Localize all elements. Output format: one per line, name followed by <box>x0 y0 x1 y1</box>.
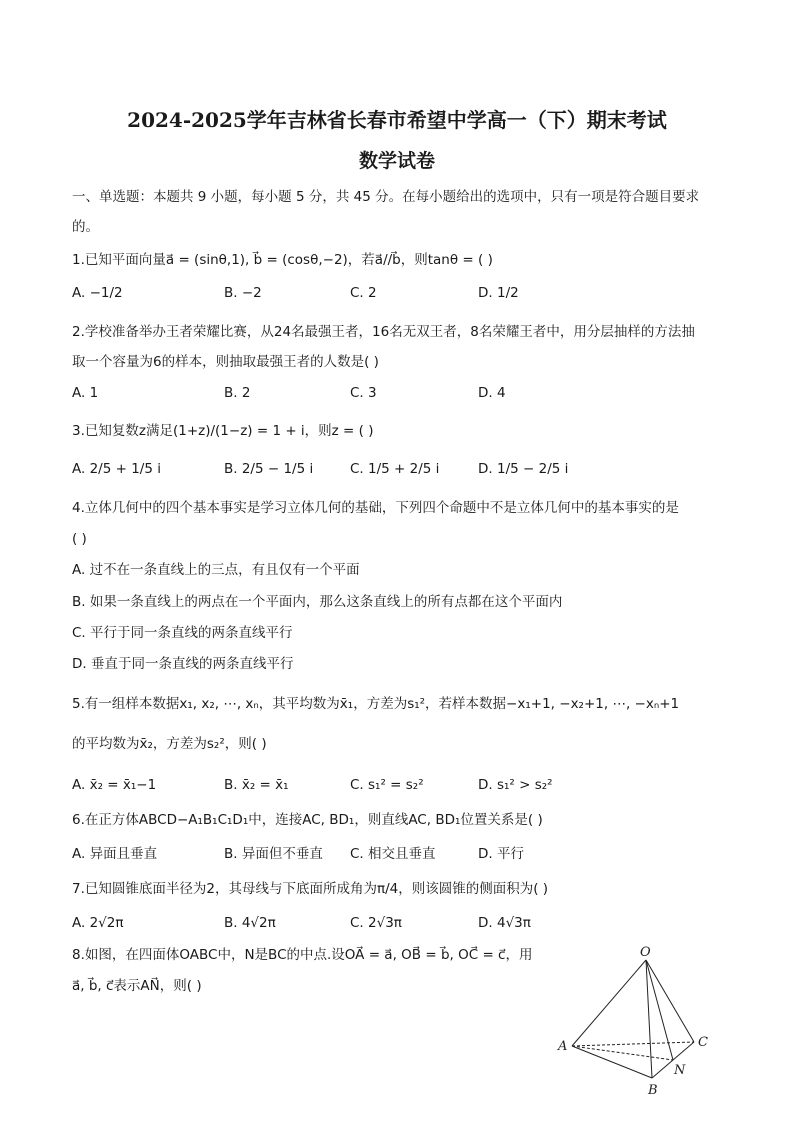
edge-AB <box>572 1046 652 1078</box>
q2-option-c: C. 3 <box>350 385 377 401</box>
question-7-stem: 7.已知圆锥底面半径为2，其母线与下底面所成角为π/4，则该圆锥的侧面积为( ) <box>72 881 549 897</box>
segment-AN-hidden <box>572 1046 673 1060</box>
q4-option-c: C. 平行于同一条直线的两条直线平行 <box>72 625 293 641</box>
q5-option-a: A. x̄₂ = x̄₁−1 <box>72 777 157 793</box>
edge-OC <box>646 960 694 1042</box>
q2-option-b: B. 2 <box>224 385 251 401</box>
q7-option-c: C. 2√3π <box>350 915 402 931</box>
q7-option-d: D. 4√3π <box>478 915 531 931</box>
q1-option-d: D. 1/2 <box>478 285 519 301</box>
question-1-options <box>72 285 712 307</box>
q7-option-b: B. 4√2π <box>224 915 276 931</box>
question-2-stem-line1: 2.学校准备举办王者荣耀比赛，从24名最强王者，16名无双王者，8名荣耀王者中，用分层抽样的方法抽 <box>72 324 695 340</box>
question-4-stem-line2: ( ) <box>72 531 87 547</box>
q3-option-a: A. 2/5 + 1/5 i <box>72 461 161 477</box>
question-8-stem-line2: a⃗, b⃗, c⃗表示AN⃗，则( ) <box>72 978 202 994</box>
edge-AC-hidden <box>572 1042 694 1046</box>
q6-option-c: C. 相交且垂直 <box>350 846 436 862</box>
section-heading-line2: 的。 <box>72 219 99 235</box>
question-4-stem-line1: 4.立体几何中的四个基本事实是学习立体几何的基础，下列四个命题中不是立体几何中的基本事实的是 <box>72 500 679 516</box>
question-5-stem-line1: 5.有一组样本数据x₁, x₂, ⋯, xₙ，其平均数为x̄₁，方差为s₁²，若样本数据−x₁+1, −x₂+1, ⋯, −xₙ+1 <box>72 696 680 712</box>
q4-option-b: B. 如果一条直线上的两点在一个平面内，那么这条直线上的所有点都在这个平面内 <box>72 594 563 610</box>
question-6-options <box>72 842 712 864</box>
q1-option-c: C. 2 <box>350 285 377 301</box>
q3-option-c: C. 1/5 + 2/5 i <box>350 461 440 477</box>
label-B: B <box>648 1083 658 1098</box>
exam-title: 2024-2025学年吉林省长春市希望中学高一（下）期末考试 <box>127 108 667 132</box>
label-N: N <box>674 1063 686 1078</box>
question-3-stem: 3.已知复数z满足(1+z)/(1−z) = 1 + i，则z = ( ) <box>72 423 374 439</box>
question-2-stem-line2: 取一个容量为6的样本，则抽取最强王者的人数是( ) <box>72 354 379 370</box>
edge-OA <box>572 960 646 1046</box>
q4-option-d: D. 垂直于同一条直线的两条直线平行 <box>72 656 294 672</box>
question-5-options <box>72 777 712 799</box>
question-1-stem: 1.已知平面向量a⃗ = (sinθ,1), b⃗ = (cosθ,−2)，若a⃗//b⃗，则tanθ = ( ) <box>72 252 493 268</box>
tetrahedron-figure <box>556 944 716 1102</box>
question-3-options <box>72 461 712 483</box>
label-O: O <box>640 945 651 960</box>
question-8-stem-line1: 8.如图，在四面体OABC中，N是BC的中点.设OA⃗ = a⃗, OB⃗ = b⃗, OC⃗ = c⃗，用 <box>72 947 533 963</box>
exam-subtitle: 数学试卷 <box>358 150 435 172</box>
section-heading-line1: 一、单选题：本题共 9 小题，每小题 5 分，共 45 分。在每小题给出的选项中，只有一项是符合题目要求 <box>72 189 700 205</box>
q1-option-a: A. −1/2 <box>72 285 123 301</box>
q4-option-a: A. 过不在一条直线上的三点，有且仅有一个平面 <box>72 562 360 578</box>
q3-option-b: B. 2/5 − 1/5 i <box>224 461 314 477</box>
q6-option-b: B. 异面但不垂直 <box>224 846 323 862</box>
q2-option-a: A. 1 <box>72 385 99 401</box>
q5-option-c: C. s₁² = s₂² <box>350 777 424 793</box>
q1-option-b: B. −2 <box>224 285 262 301</box>
question-6-stem: 6.在正方体ABCD−A₁B₁C₁D₁中，连接AC, BD₁，则直线AC, BD₁位置关系是( ) <box>72 812 543 828</box>
q7-option-a: A. 2√2π <box>72 915 124 931</box>
q5-option-b: B. x̄₂ = x̄₁ <box>224 777 289 793</box>
q5-option-d: D. s₁² > s₂² <box>478 777 553 793</box>
question-5-stem-line2: 的平均数为x̄₂，方差为s₂²，则( ) <box>72 736 267 752</box>
question-2-options <box>72 385 712 407</box>
q3-option-d: D. 1/5 − 2/5 i <box>478 461 569 477</box>
q2-option-d: D. 4 <box>478 385 506 401</box>
label-A: A <box>558 1039 568 1054</box>
question-7-options <box>72 915 712 937</box>
q6-option-d: D. 平行 <box>478 846 524 862</box>
q6-option-a: A. 异面且垂直 <box>72 846 158 862</box>
label-C: C <box>698 1035 708 1050</box>
